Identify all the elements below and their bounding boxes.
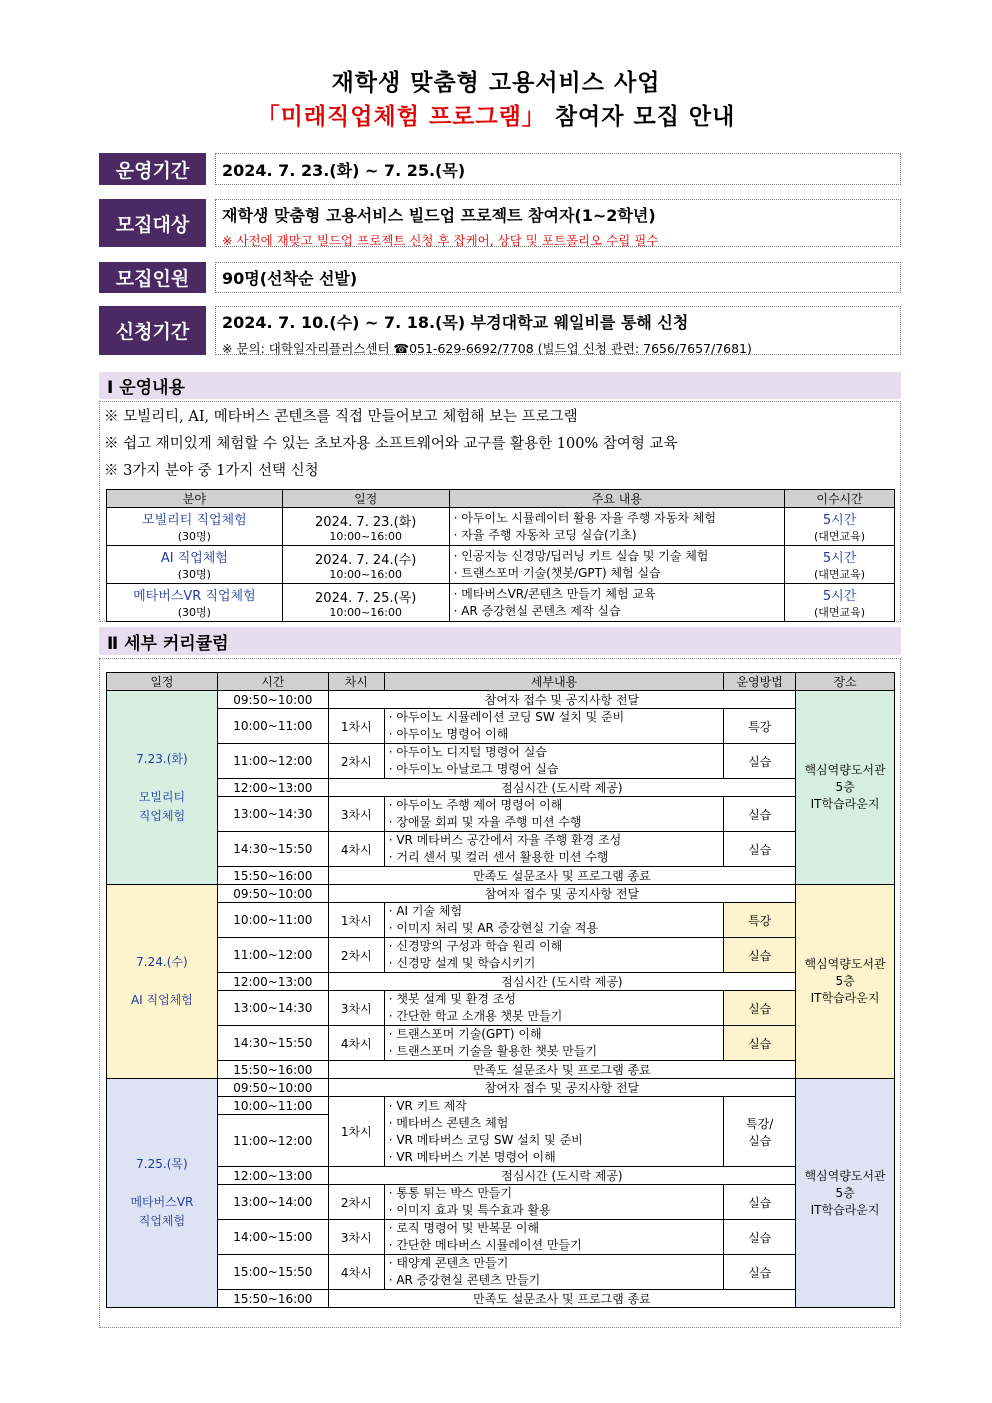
- table-row: [107, 1290, 895, 1308]
- detail-line: · 거리 센서 및 컬러 센서 활용한 미션 수행: [388, 850, 609, 864]
- capacity-value: 90명(선착순 선발): [222, 269, 358, 288]
- method-cell: 실습: [724, 1185, 796, 1220]
- full-row-cell: 참여자 접수 및 공지사항 전달: [328, 691, 795, 709]
- time-cell: 14:30~15:50: [217, 1026, 328, 1061]
- table-row: [107, 744, 895, 779]
- detail-line: · VR 메타버스 코딩 SW 설치 및 준비: [388, 1132, 583, 1147]
- th-date: 일정: [282, 490, 449, 508]
- th-schedule: 일정: [107, 673, 218, 691]
- th-detail: 세부내용: [384, 673, 723, 691]
- mode: (대면교육): [814, 568, 866, 581]
- mode: (대면교육): [814, 606, 866, 619]
- method-cell: 실습: [724, 1220, 796, 1255]
- method-cell: 특강: [724, 903, 796, 938]
- method-cell: 실습: [724, 832, 796, 867]
- session-cell: 3차시: [328, 797, 384, 832]
- table-row: [107, 991, 895, 1026]
- th-field: 분야: [107, 490, 283, 508]
- title-suffix: 참여자 모집 안내: [545, 104, 736, 130]
- bullet-3: ※ 3가지 분야 중 1가지 선택 신청: [104, 463, 319, 479]
- detail-line: · 간단한 학교 소개용 챗봇 만들기: [388, 1009, 563, 1023]
- day-date: 7.23.(화): [136, 751, 188, 766]
- detail-line: · AI 기술 체험: [388, 904, 463, 918]
- place-line: 5층: [835, 974, 855, 988]
- th-hours: 이수시간: [785, 490, 895, 508]
- method-cell: 실습: [724, 991, 796, 1026]
- target-value: 재학생 맞춤형 고용서비스 빌드업 프로젝트 참여자(1~2학년): [222, 206, 656, 225]
- doc-title-line2: [0, 98, 992, 131]
- row-date: 2024. 7. 24.(수): [315, 552, 417, 568]
- detail-line: · 로직 명령어 및 반복문 이해: [388, 1221, 540, 1235]
- table-row: [107, 885, 895, 903]
- detail-line: · 챗봇 설계 및 환경 조성: [388, 992, 516, 1006]
- session-cell: 1차시: [328, 1097, 384, 1167]
- session-cell: 4차시: [328, 1026, 384, 1061]
- session-cell: 2차시: [328, 744, 384, 779]
- full-row-cell: 점심시간 (도시락 제공): [328, 973, 795, 991]
- detail-cell: [384, 938, 723, 973]
- table-row: [107, 1255, 895, 1290]
- detail-line: · 간단한 메타버스 시뮬레이션 만들기: [388, 1238, 582, 1252]
- detail-cell: [384, 1185, 723, 1220]
- time-cell: 15:50~16:00: [217, 867, 328, 885]
- th-method: 운영방법: [724, 673, 796, 691]
- table-row: [107, 709, 895, 744]
- time-cell: 10:00~11:00: [217, 903, 328, 938]
- time-cell: 10:00~11:00: [217, 709, 328, 744]
- detail-line: · 이미지 처리 및 AR 증강현실 기술 적용: [388, 921, 599, 935]
- time-cell: 15:50~16:00: [217, 1061, 328, 1079]
- row-time: 10:00~16:00: [329, 529, 402, 543]
- detail-line: · VR 메타버스 기본 명령어 이해: [388, 1149, 556, 1164]
- application-period-value: 2024. 7. 10.(수) ~ 7. 18.(목) 부경대학교 웨일비를 통해 신청: [222, 313, 689, 332]
- detail-cell: [384, 1097, 723, 1167]
- day-program: AI 직업체험: [130, 993, 193, 1007]
- operation-period-box: [215, 153, 901, 185]
- day-program: 직업체험: [138, 808, 186, 823]
- method-cell: [724, 1097, 796, 1167]
- table-row: [107, 797, 895, 832]
- place-cell: [796, 885, 895, 1079]
- session-cell: 3차시: [328, 1220, 384, 1255]
- day-cell: [107, 691, 218, 885]
- bullet-1: ※ 모빌리티, AI, 메타버스 콘텐츠를 직접 만들어보고 체험해 보는 프로그램: [104, 409, 578, 425]
- time-cell: 13:00~14:00: [217, 1185, 328, 1220]
- table-row: [107, 1220, 895, 1255]
- method-cell: 특강: [724, 709, 796, 744]
- table-row: [107, 1167, 895, 1185]
- detail-line: · 이미지 효과 및 특수효과 활용: [388, 1203, 551, 1217]
- detail-line: · 아두이노 디지털 명령어 실습: [388, 745, 547, 759]
- table-row: [107, 1079, 895, 1097]
- content-line: · 인공지능 신경망/딥러닝 키트 실습 및 기술 체험: [453, 548, 709, 563]
- row-time: 10:00~16:00: [329, 567, 402, 581]
- table-row: [107, 867, 895, 885]
- time-cell: 12:00~13:00: [217, 779, 328, 797]
- detail-line: · 아두이노 시뮬레이션 코딩 SW 설치 및 준비: [388, 710, 625, 724]
- label-application-period: 신청기간: [99, 306, 206, 355]
- day-date: 7.24.(수): [136, 955, 188, 969]
- row-date: 2024. 7. 23.(화): [315, 514, 417, 530]
- detail-line: · 아두이노 아날로그 명령어 실습: [388, 762, 559, 776]
- full-row-cell: 참여자 접수 및 공지사항 전달: [328, 885, 795, 903]
- program-overview-table: [106, 489, 895, 622]
- field-count: (30명): [177, 530, 211, 543]
- field-count: (30명): [177, 606, 211, 619]
- detail-cell: [384, 709, 723, 744]
- detail-line: · 아두이노 주행 제어 명령어 이해: [388, 798, 563, 812]
- time-cell: 13:00~14:30: [217, 991, 328, 1026]
- table-row: [107, 546, 895, 584]
- time-cell: 11:00~12:00: [217, 744, 328, 779]
- row-date: 2024. 7. 25.(목): [315, 590, 417, 606]
- place-line: 5층: [835, 780, 855, 794]
- detail-line: · 신경망의 구성과 학습 원리 이해: [388, 939, 563, 953]
- detail-line: · 트랜스포머 기술을 활용한 챗봇 만들기: [388, 1044, 598, 1058]
- th-content: 주요 내용: [449, 490, 785, 508]
- curriculum-table: [106, 672, 895, 1308]
- time-cell: 10:00~11:00: [217, 1097, 328, 1115]
- application-period-box: [215, 306, 901, 355]
- table-row: [107, 832, 895, 867]
- table-header-row: [107, 490, 895, 508]
- detail-line: · VR 메타버스 공간에서 자율 주행 환경 조성: [388, 833, 622, 847]
- field-name: AI 직업체험: [160, 551, 228, 566]
- content-line: · 메타버스VR/콘텐츠 만들기 체험 교육: [453, 586, 656, 601]
- detail-line: · 트랜스포머 기술(GPT) 이해: [388, 1027, 542, 1041]
- hours: 5시간: [822, 551, 857, 566]
- detail-line: · 메타버스 콘텐츠 체험: [388, 1115, 509, 1130]
- session-cell: 2차시: [328, 1185, 384, 1220]
- bullet-2: ※ 쉽고 재미있게 체험할 수 있는 초보자용 소프트웨어와 교구를 활용한 100% 참여형 교육: [104, 436, 678, 452]
- detail-line: · VR 키트 제작: [388, 1098, 467, 1113]
- place-cell: [796, 691, 895, 885]
- time-cell: 11:00~12:00: [217, 938, 328, 973]
- place-line: 핵심역량도서관: [804, 1168, 886, 1183]
- session-cell: 4차시: [328, 832, 384, 867]
- section-heading-operation: Ⅰ 운영내용: [99, 372, 901, 399]
- full-row-cell: 참여자 접수 및 공지사항 전달: [328, 1079, 795, 1097]
- target-box: [215, 199, 901, 247]
- full-row-cell: 점심시간 (도시락 제공): [328, 1167, 795, 1185]
- method-cell: 실습: [724, 1255, 796, 1290]
- detail-cell: [384, 1255, 723, 1290]
- day-program: 메타버스VR: [130, 1195, 194, 1209]
- table-row: [107, 584, 895, 622]
- content-line: · 트랜스포머 기술(챗봇/GPT) 체험 실습: [453, 565, 661, 580]
- detail-line: · 통통 튀는 박스 만들기: [388, 1186, 513, 1200]
- method-line: 실습: [748, 1133, 772, 1148]
- field-count: (30명): [177, 568, 211, 581]
- content-line: · AR 증강현실 콘텐츠 제작 실습: [453, 603, 621, 618]
- day-cell: [107, 885, 218, 1079]
- contact-note: ※ 문의: 대학일자리플러스센터 ☎051-629-6692/7708 (빌드업 신청 관련: 7656/7657/7681): [222, 341, 752, 356]
- detail-cell: [384, 832, 723, 867]
- content-line: · 자율 주행 자동차 코딩 실습(기초): [453, 527, 637, 542]
- program-name: 「미래직업체험 프로그램」: [256, 104, 546, 130]
- place-line: 5층: [835, 1185, 855, 1200]
- detail-cell: [384, 991, 723, 1026]
- th-session: 차시: [328, 673, 384, 691]
- detail-cell: [384, 797, 723, 832]
- label-operation-period: 운영기간: [99, 153, 206, 185]
- place-line: IT학습라운지: [810, 797, 880, 811]
- table-row: [107, 903, 895, 938]
- method-line: 특강/: [746, 1116, 774, 1131]
- session-cell: 1차시: [328, 709, 384, 744]
- time-cell: 09:50~10:00: [217, 691, 328, 709]
- detail-cell: [384, 744, 723, 779]
- time-cell: 13:00~14:30: [217, 797, 328, 832]
- table-row: [107, 1185, 895, 1220]
- time-cell: 15:00~15:50: [217, 1255, 328, 1290]
- place-line: IT학습라운지: [810, 991, 880, 1005]
- detail-line: · AR 증강현실 콘텐츠 만들기: [388, 1273, 541, 1287]
- field-name: 모빌리티 직업체험: [142, 513, 247, 528]
- full-row-cell: 만족도 설문조사 및 프로그램 종료: [328, 1290, 795, 1308]
- detail-cell: [384, 903, 723, 938]
- detail-cell: [384, 1026, 723, 1061]
- time-cell: 14:30~15:50: [217, 832, 328, 867]
- method-cell: 실습: [724, 938, 796, 973]
- detail-cell: [384, 1220, 723, 1255]
- table-row: [107, 1097, 895, 1115]
- capacity-box: [215, 262, 901, 293]
- th-time: 시간: [217, 673, 328, 691]
- method-cell: 실습: [724, 1026, 796, 1061]
- full-row-cell: 점심시간 (도시락 제공): [328, 779, 795, 797]
- table-row: [107, 508, 895, 546]
- time-cell: 11:00~12:00: [217, 1115, 328, 1167]
- day-program: 모빌리티: [138, 789, 186, 804]
- mode: (대면교육): [814, 530, 866, 543]
- place-cell: [796, 1079, 895, 1308]
- field-name: 메타버스VR 직업체험: [133, 589, 256, 604]
- label-target: 모집대상: [99, 199, 206, 247]
- day-cell: [107, 1079, 218, 1308]
- detail-line: · 장애물 회피 및 자율 주행 미션 수행: [388, 815, 582, 829]
- row-time: 10:00~16:00: [329, 605, 402, 619]
- place-line: 핵심역량도서관: [804, 763, 886, 777]
- session-cell: 3차시: [328, 991, 384, 1026]
- full-row-cell: 만족도 설문조사 및 프로그램 종료: [328, 1061, 795, 1079]
- th-place: 장소: [796, 673, 895, 691]
- hours: 5시간: [822, 589, 857, 604]
- table-row: [107, 938, 895, 973]
- content-line: · 아두이노 시뮬레이터 활용 자율 주행 자동차 체험: [453, 510, 716, 525]
- target-note: ※ 사전에 재맞고 빌드업 프로젝트 신청 후 잡케어, 상담 및 포트폴리오 수립 필수: [222, 233, 659, 248]
- operation-period-value: 2024. 7. 23.(화) ~ 7. 25.(목): [222, 160, 466, 180]
- place-line: IT학습라운지: [810, 1202, 880, 1217]
- section-heading-curriculum: Ⅱ 세부 커리큘럼: [99, 627, 901, 655]
- time-cell: 09:50~10:00: [217, 885, 328, 903]
- time-cell: 09:50~10:00: [217, 1079, 328, 1097]
- curriculum-header-row: [107, 673, 895, 691]
- time-cell: 12:00~13:00: [217, 973, 328, 991]
- time-cell: 15:50~16:00: [217, 1290, 328, 1308]
- detail-line: · 아두이노 명령어 이해: [388, 727, 509, 741]
- method-cell: 실습: [724, 797, 796, 832]
- doc-title-line1: 재학생 맞춤형 고용서비스 사업: [331, 70, 661, 96]
- session-cell: 2차시: [328, 938, 384, 973]
- place-line: 핵심역량도서관: [804, 957, 886, 971]
- table-row: [107, 779, 895, 797]
- hours: 5시간: [822, 513, 857, 528]
- table-row: [107, 1061, 895, 1079]
- detail-line: · 태양계 콘텐츠 만들기: [388, 1256, 509, 1270]
- table-row: [107, 1026, 895, 1061]
- table-row: [107, 691, 895, 709]
- session-cell: 1차시: [328, 903, 384, 938]
- day-program: 직업체험: [138, 1214, 186, 1228]
- table-row: [107, 973, 895, 991]
- full-row-cell: 만족도 설문조사 및 프로그램 종료: [328, 867, 795, 885]
- detail-line: · 신경망 설계 및 학습시키기: [388, 956, 536, 970]
- time-cell: 12:00~13:00: [217, 1167, 328, 1185]
- day-date: 7.25.(목): [136, 1157, 188, 1171]
- method-cell: 실습: [724, 744, 796, 779]
- session-cell: 4차시: [328, 1255, 384, 1290]
- time-cell: 14:00~15:00: [217, 1220, 328, 1255]
- label-capacity: 모집인원: [99, 262, 206, 293]
